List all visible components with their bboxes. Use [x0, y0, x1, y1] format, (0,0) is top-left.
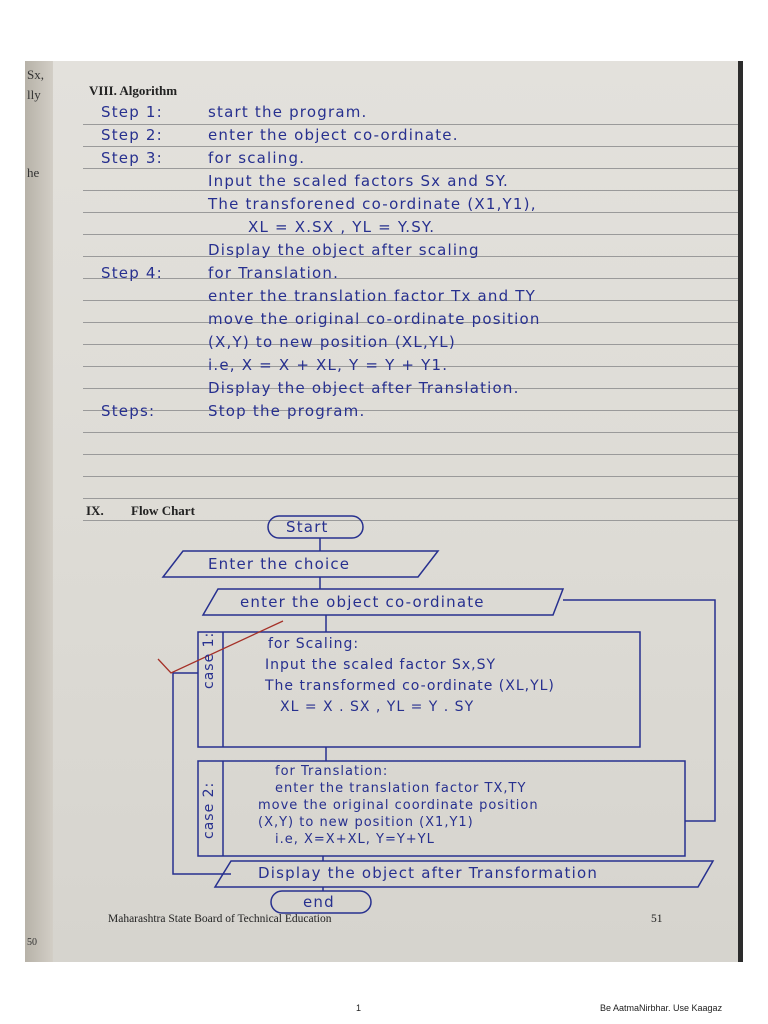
- algorithm-step-text: (X,Y) to new position (XL,YL): [208, 333, 456, 351]
- case2-label: case 2:: [201, 781, 217, 839]
- case1-line: for Scaling:: [268, 636, 360, 652]
- notebook-page: [53, 61, 738, 962]
- algorithm-step-text: Input the scaled factors Sx and SY.: [208, 172, 510, 190]
- case1-line: XL = X . SX , YL = Y . SY: [280, 699, 475, 715]
- pdf-page-number: 1: [356, 1003, 362, 1013]
- right-connector-line: [563, 600, 715, 821]
- case2-line: move the original coordinate position: [258, 798, 539, 813]
- case1-line: Input the scaled factor Sx,SY: [265, 657, 497, 673]
- previous-page-edge: [25, 61, 53, 962]
- algorithm-step-text: move the original co-ordinate position: [208, 310, 541, 328]
- algorithm-step-text: enter the object co-ordinate.: [208, 126, 459, 144]
- algorithm-step-label: Step 1:: [101, 103, 163, 121]
- margin-fragment: Sx,: [27, 67, 44, 82]
- algorithm-step-text: i.e, X = X + XL, Y = Y + Y1.: [208, 356, 449, 374]
- case2-line: (X,Y) to new position (X1,Y1): [258, 815, 474, 830]
- algorithm-step-text: Display the object after Translation.: [208, 379, 520, 397]
- algorithm-step-label: Step 2:: [101, 126, 163, 144]
- flowchart-number: IX.: [86, 503, 104, 518]
- display-label: Display the object after Transformation: [258, 864, 599, 882]
- margin-fragment: he: [27, 165, 40, 180]
- photo-edge: [738, 61, 743, 962]
- pdf-tagline: Be AatmaNirbhar. Use Kaagaz: [600, 1003, 723, 1013]
- choice-label: Enter the choice: [208, 555, 351, 573]
- algorithm-step-text: enter the translation factor Tx and TY: [208, 287, 537, 305]
- algorithm-step-text: for Translation.: [208, 264, 340, 282]
- margin-fragment: lly: [27, 87, 41, 102]
- case2-line: for Translation:: [275, 764, 389, 779]
- case2-line: i.e, X=X+XL, Y=Y+YL: [275, 832, 435, 847]
- object-input-label: enter the object co-ordinate: [240, 593, 485, 611]
- end-label: end: [303, 893, 335, 911]
- page-number: 51: [651, 913, 663, 925]
- algorithm-step-text: Stop the program.: [208, 402, 366, 420]
- algorithm-step-text: for scaling.: [208, 149, 306, 167]
- margin-fragment: 50: [27, 937, 37, 948]
- algorithm-step-label: Step 3:: [101, 149, 163, 167]
- algorithm-step-text: Display the object after scaling: [208, 241, 480, 259]
- algorithm-step-text: The transforened co-ordinate (X1,Y1),: [208, 195, 537, 213]
- algorithm-step-text: start the program.: [208, 103, 368, 121]
- flowchart-heading: Flow Chart: [131, 503, 195, 518]
- algorithm-step-text: XL = X.SX , YL = Y.SY.: [248, 218, 436, 236]
- board-footer: Maharashtra State Board of Technical Education: [108, 913, 332, 925]
- case1-line: The transformed co-ordinate (XL,YL): [265, 678, 555, 694]
- case1-label: case 1:: [201, 631, 217, 689]
- start-label: Start: [286, 518, 329, 536]
- notebook-photo: [25, 61, 743, 962]
- algorithm-step-label: Steps:: [101, 402, 156, 420]
- algorithm-step-label: Step 4:: [101, 264, 163, 282]
- case2-line: enter the translation factor TX,TY: [275, 781, 527, 796]
- algorithm-heading: VIII. Algorithm: [89, 83, 178, 98]
